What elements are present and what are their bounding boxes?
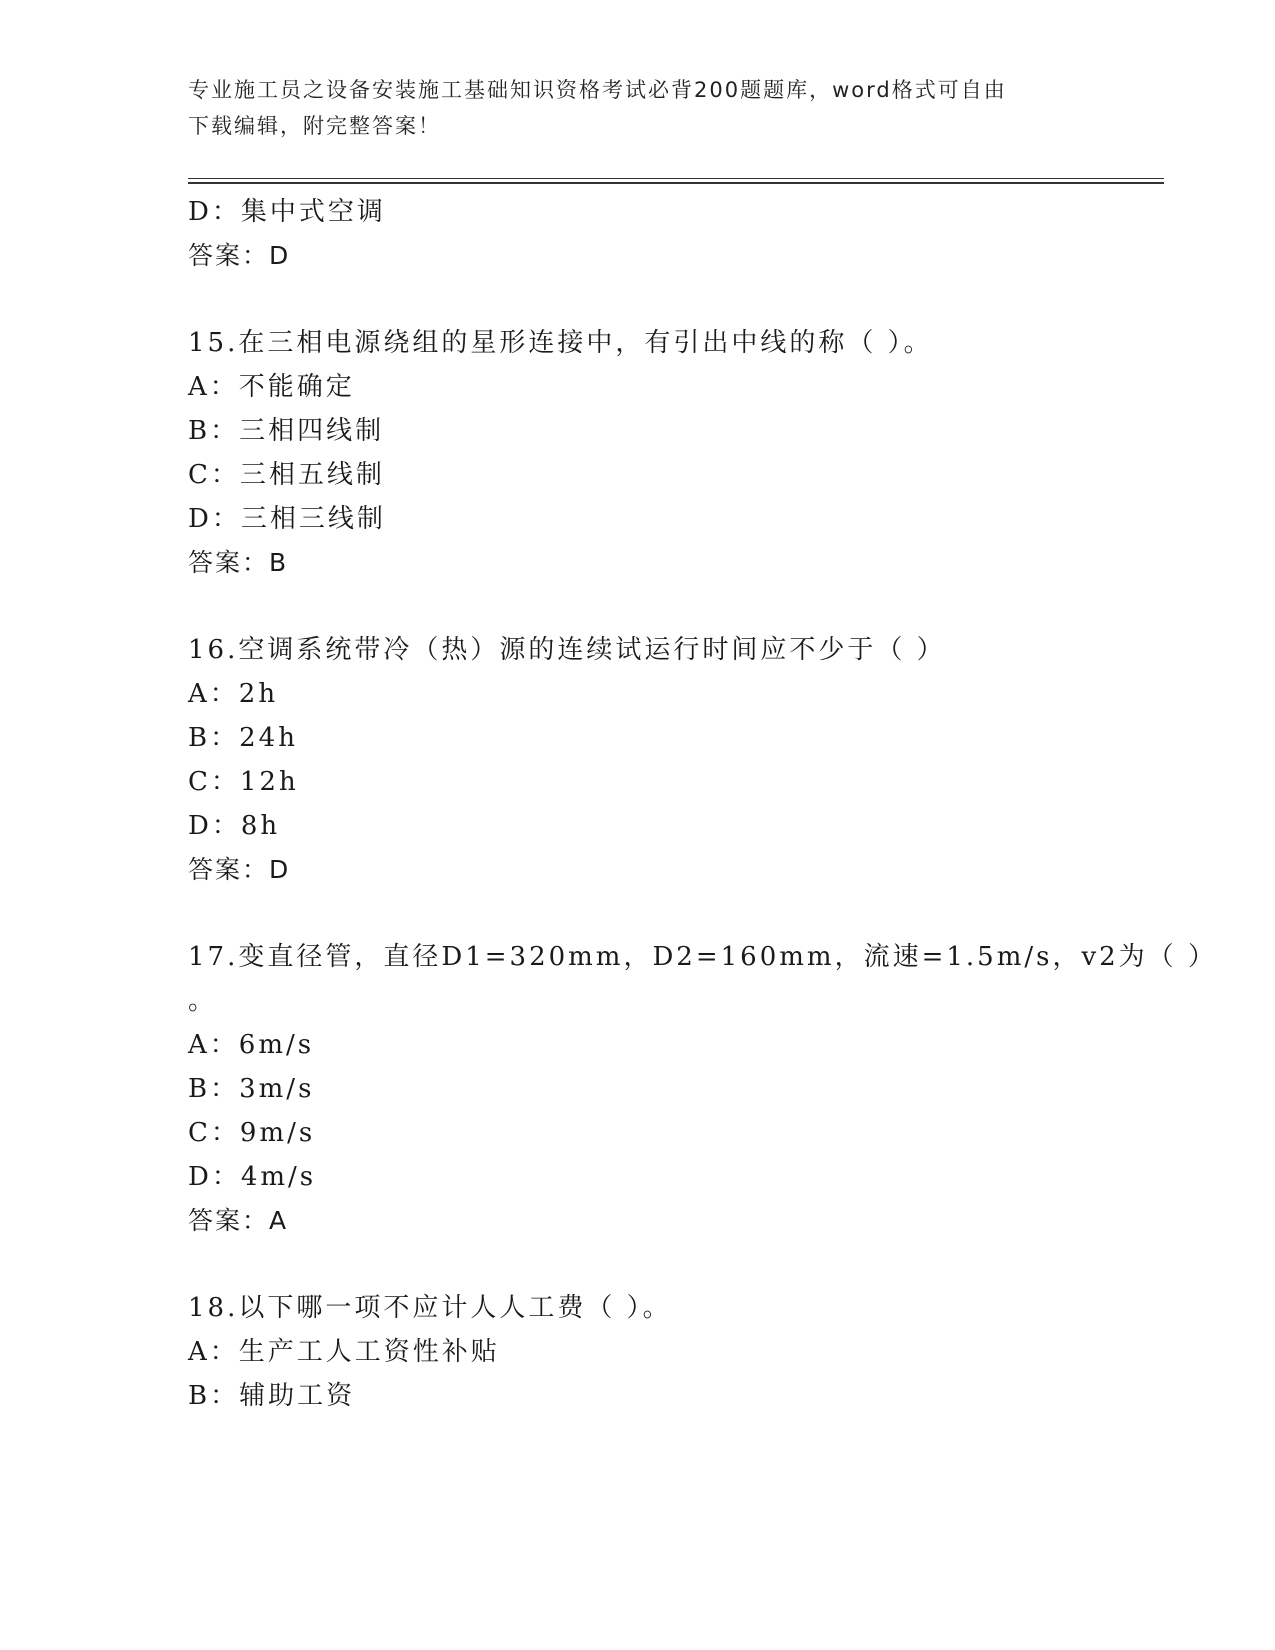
question-15-stem: 15.在三相电源绕组的星形连接中，有引出中线的称（ ）。 [188, 328, 933, 358]
question-15-option-d: D：三相三线制 [188, 504, 386, 534]
question-17-option-a: A：6m/s [188, 1030, 315, 1060]
header-line-1: 专业施工员之设备安装施工基础知识资格考试必背200题题库，word格式可自由 [188, 78, 1007, 102]
question-16-option-b: B：24h [188, 723, 298, 753]
prev-answer: 答案：D [188, 241, 291, 270]
header-divider-thick [188, 182, 1164, 184]
header-line-2: 下载编辑，附完整答案！ [188, 114, 441, 138]
question-17-stem-continuation: 。 [188, 986, 218, 1016]
prev-option-d: D：集中式空调 [188, 197, 386, 227]
question-17-option-d: D：4m/s [188, 1162, 317, 1192]
question-18-stem: 18.以下哪一项不应计人人工费（ ）。 [188, 1293, 672, 1323]
question-18-option-b: B：辅助工资 [188, 1381, 356, 1411]
question-15-option-b: B：三相四线制 [188, 416, 385, 446]
question-16-option-c: C：12h [188, 767, 299, 797]
header-divider-thin [188, 178, 1164, 179]
question-15-option-a: A：不能确定 [188, 372, 355, 402]
question-16-option-a: A：2h [188, 679, 279, 709]
question-16-answer: 答案：D [188, 855, 291, 884]
question-18-option-a: A：生产工人工资性补贴 [188, 1337, 500, 1367]
question-17-stem: 17.变直径管，直径D1=320mm，D2=160mm，流速=1.5m/s，v2为（ ） [188, 942, 1217, 972]
question-15-option-c: C：三相五线制 [188, 460, 385, 490]
question-16-option-d: D：8h [188, 811, 281, 841]
question-16-stem: 16.空调系统带冷（热）源的连续试运行时间应不少于（ ） [188, 635, 946, 665]
document-header [188, 72, 1088, 144]
question-15-answer: 答案：B [188, 548, 289, 577]
question-17-option-c: C：9m/s [188, 1118, 316, 1148]
question-17-answer: 答案：A [188, 1206, 289, 1235]
question-17-option-b: B：3m/s [188, 1074, 315, 1104]
